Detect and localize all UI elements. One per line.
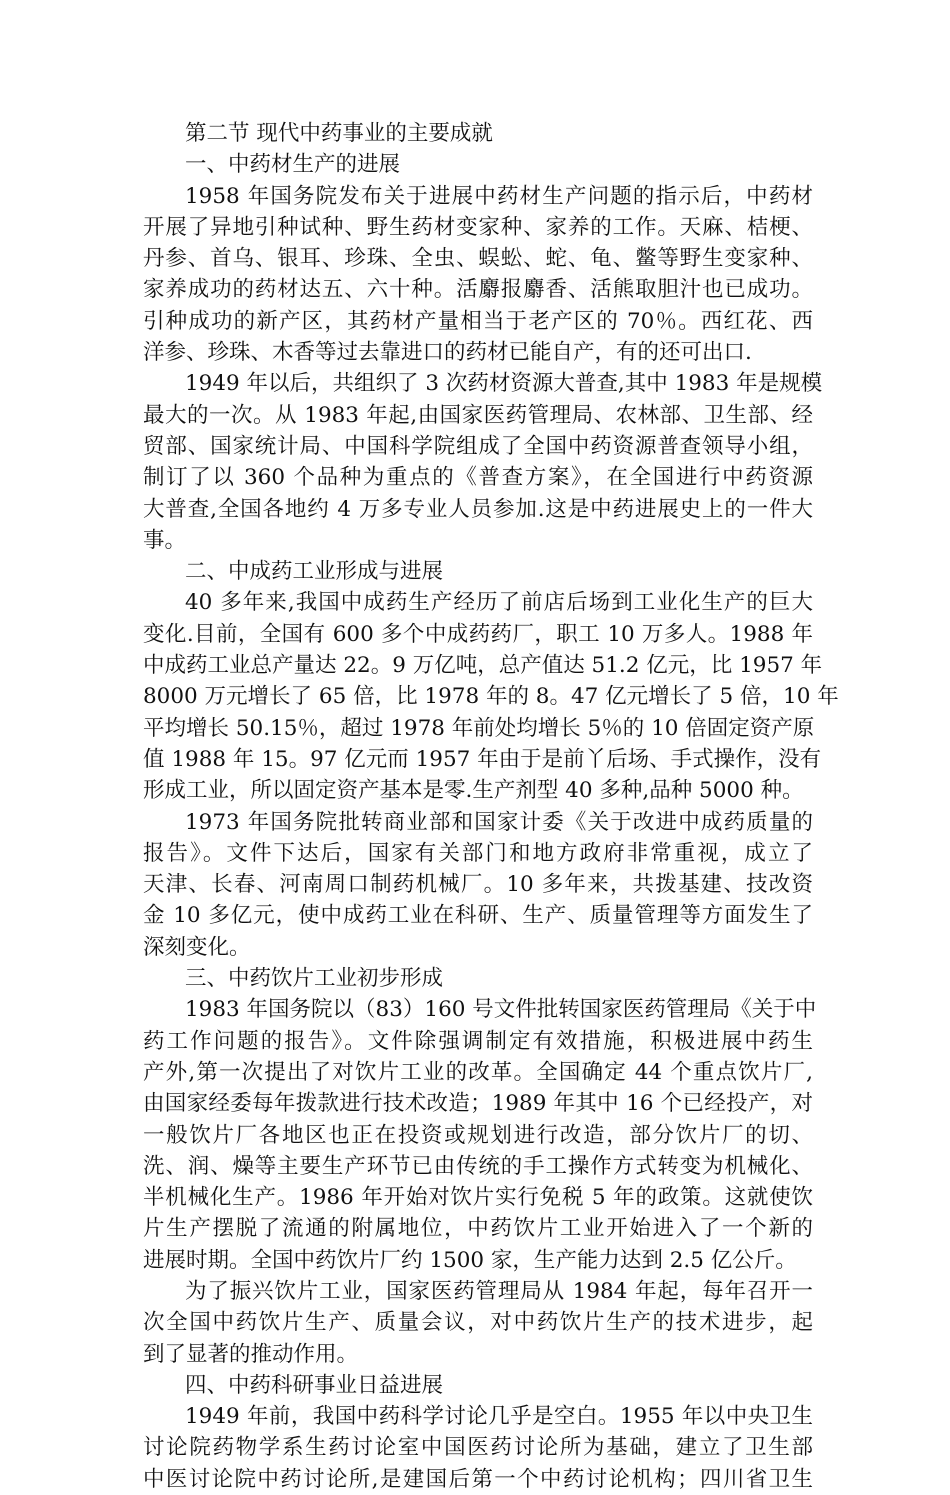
text-line: 讨论院药物学系生药讨论室中国医药讨论所为基础，建立了卫生部 <box>143 1435 813 1461</box>
text-line: 中医讨论院中药讨论所,是建国后第一个中药讨论机构；四川省卫生 <box>143 1466 813 1492</box>
text-line: 事。 <box>143 527 187 553</box>
text-line: 金 10 多亿元，使中成药工业在科研、生产、质量管理等方面发生了 <box>143 903 813 929</box>
text-line: 1949 年前，我国中药科学讨论几乎是空白。1955 年以中央卫生 <box>185 1404 813 1430</box>
text-line: 家养成功的药材达五、六十种。活麝报麝香、活熊取胆汁也已成功。 <box>143 277 813 303</box>
text-line: 平均增长 50.15％，超过 1978 年前处均增长 5％的 10 倍固定资产原 <box>143 715 815 741</box>
text-line: 到了显著的推动作用。 <box>143 1341 359 1367</box>
text-line: 最大的一次。从 1983 年起,由国家医药管理局、农林部、卫生部、经 <box>143 402 813 428</box>
section-heading: 一、中药材生产的进展 <box>185 152 401 178</box>
text-line: 为了振兴饮片工业，国家医药管理局从 1984 年起，每年召开一 <box>185 1278 813 1304</box>
text-line: 开展了异地引种试种、野生药材变家种、家养的工作。天麻、桔梗、 <box>143 214 813 240</box>
text-line: 值 1988 年 15。97 亿元而 1957 年由于是前丫后场、手式操作，没有 <box>143 746 822 772</box>
text-line: 贸部、国家统计局、中国科学院组成了全国中药资源普查领导小组， <box>143 433 813 459</box>
text-line: 1949 年以后，共组织了 3 次药材资源大普查,其中 1983 年是规模 <box>185 371 823 397</box>
section-heading: 二、中成药工业形成与进展 <box>185 559 444 585</box>
text-line: 中成药工业总产量达 22。9 万亿吨，总产值达 51.2 亿元，比 1957 年 <box>143 653 823 679</box>
text-line: 1983 年国务院以（83）160 号文件批转国家医药管理局《关于中 <box>185 997 817 1023</box>
text-line: 产外,第一次提出了对饮片工业的改革。全国确定 44 个重点饮片厂, <box>143 1059 813 1085</box>
text-line: 次全国中药饮片生产、质量会议，对中药饮片生产的技术进步，起 <box>143 1310 813 1336</box>
text-line: 40 多年来,我国中成药生产经历了前店后场到工业化生产的巨大 <box>185 590 813 616</box>
document-body <box>143 118 839 1495</box>
text-line: 报告》。文件下达后，国家有关部门和地方政府非常重视，成立了 <box>143 840 813 866</box>
text-line: 由国家经委每年拨款进行技术改造；1989 年其中 16 个已经投产，对 <box>143 1091 813 1117</box>
text-line: 8000 万元增长了 65 倍，比 1978 年的 8。47 亿元增长了 5 倍，10 年 <box>143 684 839 710</box>
text-line: 进展时期。全国中药饮片厂约 1500 家，生产能力达到 2.5 亿公斤。 <box>143 1247 797 1273</box>
text-line: 半机械化生产。1986 年开始对饮片实行免税 5 年的政策。这就使饮 <box>143 1185 813 1211</box>
text-line: 洋参、珍珠、木香等过去靠进口的药材已能自产，有的还可出口. <box>143 340 752 366</box>
text-line: 变化.目前，全国有 600 多个中成药药厂，职工 10 万多人。1988 年 <box>143 621 813 647</box>
section-heading: 三、中药饮片工业初步形成 <box>185 966 444 992</box>
section-heading: 第二节 现代中药事业的主要成就 <box>185 121 493 146</box>
text-line: 药工作问题的报告》。文件除强调制定有效措施，积极进展中药生 <box>143 1028 813 1054</box>
section-heading: 四、中药科研事业日益进展 <box>185 1372 444 1398</box>
text-line: 1958 年国务院发布关于进展中药材生产问题的指示后，中药材 <box>185 183 813 209</box>
text-line: 洗、润、燥等主要生产环节已由传统的手工操作方式转变为机械化、 <box>143 1153 813 1179</box>
text-line: 引种成功的新产区，其药材产量相当于老产区的 70％。西红花、西 <box>143 308 813 334</box>
text-line: 深刻变化。 <box>143 934 251 960</box>
text-line: 片生产摆脱了流通的附属地位，中药饮片工业开始进入了一个新的 <box>143 1216 813 1242</box>
text-line: 天津、长春、河南周口制药机械厂。10 多年来，共拨基建、技改资 <box>143 872 813 898</box>
text-line: 形成工业，所以固定资产基本是零.生产剂型 40 多种,品种 5000 种。 <box>143 778 804 804</box>
text-line: 制订了以 360 个品种为重点的《普查方案》，在全国进行中药资源 <box>143 465 813 491</box>
text-line: 1973 年国务院批转商业部和国家计委《关于改进中成药质量的 <box>185 809 813 835</box>
text-line: 大普查,全国各地约 4 万多专业人员参加.这是中药进展史上的一件大 <box>143 496 813 522</box>
text-line: 丹参、首乌、银耳、珍珠、全虫、蜈蚣、蛇、龟、鳖等野生变家种、 <box>143 246 813 272</box>
text-line: 一般饮片厂各地区也正在投资或规划进行改造，部分饮片厂的切、 <box>143 1122 813 1148</box>
